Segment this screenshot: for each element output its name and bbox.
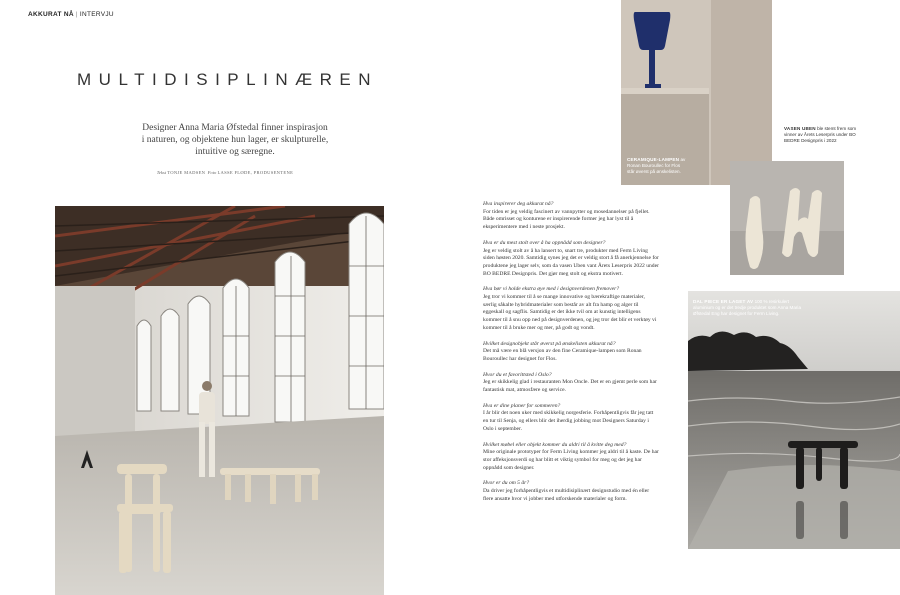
beach-illustration (688, 291, 900, 549)
article-title: MULTIDISIPLINÆREN (77, 70, 378, 89)
qa-question: Hvor du et favorittsted i Oslo? (483, 371, 552, 378)
vase-caption-label: VASEN UBEN (784, 126, 816, 131)
qa-question: Hvor er du om 5 år? (483, 480, 530, 487)
byline-photo-author: LASSE FLØDE, PRODUSENTENE (217, 170, 294, 175)
qa-question: Hva bør vi holde ekstra øye med i designverdenen fremover? (483, 286, 620, 293)
studio-photo-illustration (55, 206, 384, 595)
qa-answer: Jeg tror vi kommer til å se mange innovative og bærekraftige materialer, særlig såkalte hybridmaterialer som består av alt fra hamp og alger til eggeskall og sagflis. Samtidig er det ikke tvil om at kunstig intelligens kommer til å snu opp ned på designverdenen, og jeg tror det blir et verktøy vi kommer til å bruke mer og mer, på godt og vondt. (483, 294, 657, 331)
studio-photo (55, 206, 384, 595)
vase-caption-text: ble stemt frem som vinner av Årets Leserpris under BO BEDRE Designpris i 2022 (784, 126, 857, 143)
lamp-caption-text: av Ronan Bouroullec for Flos står øverst på ønskelisten. (627, 157, 686, 174)
lamp-caption (627, 157, 689, 175)
qa-question: Hva inspirerer deg akkurat nå? (483, 201, 554, 207)
qa-answer: Da driver jeg forhåpentligvis et multidisiplinært designstudio med én eller flere ansatte hvor vi jobber med utforskende materialer og form. (483, 488, 650, 502)
table-caption (693, 299, 811, 317)
vase-illustration (730, 161, 844, 275)
qa-answer: Jeg er skikkelig glad i restauranten Mon Oncle. Det er en gjemt perle som har fantastisk mat, atmosfære og service. (483, 379, 657, 394)
byline (100, 170, 350, 175)
qa-question: Hvilket møbel eller objekt kommer du aldri til å kvitte deg med? (483, 441, 627, 448)
qa-question: Hvilket designobjekt står øverst på ønskelisten akkurat nå? (483, 340, 616, 347)
qa-answer: Mine originale prototyper for Ferm Living kommer jeg aldri til å kaste. De har stor affeksjonsverdi og har blitt et viktig symbol for meg og det jeg har oppnådd som designer. (483, 449, 659, 471)
lamp-caption-label: CERAMIQUE-LAMPEN (627, 157, 680, 162)
vase-photo (730, 161, 844, 275)
qa-answer: I år blir det noen uker med skikkelig norgesferie. Forhåpentligvis får jeg tatt en tur til Senja, og ellers blir det iherdig jobbing mot Designers Saturday i Oslo i september. (483, 410, 654, 432)
qa-answer: Det må være en blå versjon av den fine Ceramique-lampen som Ronan Bouroullec har designet for Flos. (483, 348, 642, 362)
qa-answer: Jeg er veldig stolt av å ha lansert to, snart tre, produkter med Ferm Living siden høsten 2020. Samtidig synes jeg det er veldig stort å få anerkjennelse for produktene jeg lager selv, som da vasen Uben vant Årets Leserpris 2022 under BO BEDRE Designpris. Det gjør meg stolt og ekstra motivert. (483, 247, 659, 277)
article-intro: Designer Anna Maria Øfstedal finner inspirasjon i naturen, og objektene hun lager, er skulpturelle, intuitive og særegne. (141, 123, 329, 157)
qa-answer: For tiden er jeg veldig fascinert av vannpytter og mosedannelser på fjellet. Både omrisset og konturene er inspirerende former jeg har lyst til å eksperimentere med i neste prosjekt. (483, 208, 650, 231)
table-caption-text: 100 % resirkulert aluminium og er det tredje produktet som Anna Maria Øfstedal Eng har designet for Ferm Living. (693, 299, 802, 316)
table-caption-label: DAL PIECE ER LAGET AV (693, 299, 754, 304)
byline-text-author: TONJE MADSEN (167, 170, 206, 175)
byline-photo-label: Foto (207, 170, 217, 175)
beach-photo (688, 291, 900, 549)
section-label: AKKURAT NÅ (28, 11, 74, 18)
vase-caption (784, 126, 860, 144)
qa-question: Hva er du mest stolt over å ha oppnådd som designer? (483, 239, 606, 246)
qa-column (483, 201, 659, 512)
byline-text-label: Tekst (156, 170, 167, 175)
subsection-label: INTERVJU (79, 11, 114, 18)
qa-question: Hva er dine planer for sommeren? (483, 402, 561, 409)
section-header: AKKURAT NÅ | INTERVJU (28, 11, 114, 18)
